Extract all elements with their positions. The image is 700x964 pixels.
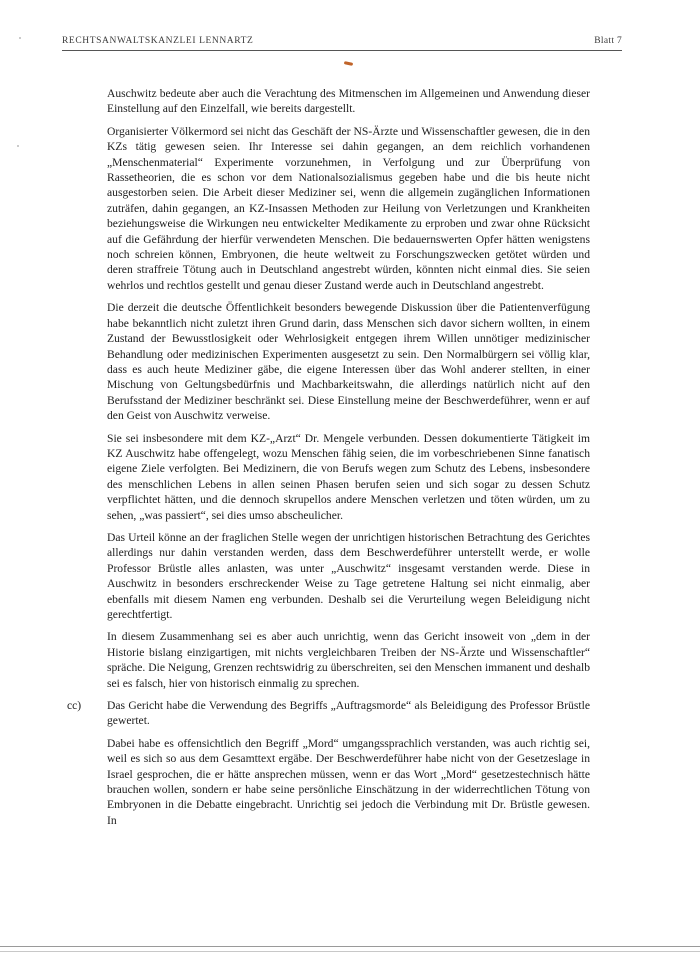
scan-speck xyxy=(19,37,21,39)
sheet-number: Blatt 7 xyxy=(594,36,622,46)
list-marker: cc) xyxy=(67,699,82,713)
paragraph: Das Urteil könne an der fraglichen Stelle wegen der unrichtigen historischen Betrachtung des Gerichtes allerdings nur dahin verstanden werden, dass dem Beschwerdeführer unterstellt werde, er wolle Professor Brüstle alles anlasten, was unter „Auschwitz“ insgesamt verstanden werde. Diese in Auschwitz in besonders erschreckender Weise zu Tage getretene Haltung sei nicht einmalig, aber ebenfalls mit diesem Namen eng verbunden. Deshalb sei die Verurteilung wegen Beleidigung nicht gerechtfertigt. xyxy=(107,530,590,621)
paragraph: Auschwitz bedeute aber auch die Verachtung des Mitmenschen im Allgemeinen und Anwendung dieser Einstellung auf den Einzelfall, wie bereits dargestellt. xyxy=(107,87,590,116)
list-item-cc xyxy=(67,698,590,729)
footer-rule xyxy=(0,946,700,947)
list-item-text: Das Gericht habe die Verwendung des Begriffs „Auftragsmorde“ als Beleidigung des Professor Brüstle gewertet. xyxy=(107,699,590,728)
paragraph: Dabei habe es offensichtlich den Begriff „Mord“ umgangssprachlich verstanden, was auch richtig sei, weil es sich so aus dem Gesamttext ergäbe. Der Beschwerdeführer habe nicht von der Gesetzeslage in Israel gesprochen, die er hätte ansprechen müssen, wenn er das Wort „Mord“ gesetzestechnisch hätte brauchen wollen, sondern er habe seine persönliche Einschätzung in der widerrechtlichen Tötung von Embryonen in die Debatte eingebracht. Unrichtig sei jedoch die Verbindung mit Dr. Brüstle gewesen. In xyxy=(107,736,590,827)
header-rule xyxy=(62,50,622,51)
firm-name: RECHTSANWALTSKANZLEI LENNARTZ xyxy=(62,36,254,46)
footer-rule xyxy=(0,951,700,952)
paragraph: Organisierter Völkermord sei nicht das Geschäft der NS-Ärzte und Wissenschaftler gewesen, die in den KZs tätig gewesen seien. Ihr Interesse sei dahin gegangen, an dem reichlich vorhandenen „Menschenmaterial“ Experimente vorzunehmen, in Verfolgung und zur Überprüfung von Rassetheorien, die es schon vor dem Nationalsozialismus gegeben habe und die bis heute nicht ausgestorben seien. Die Arbeit dieser Mediziner sei, wenn die allgemein zugänglichen Informationen zuträfen, dahin gegangen, an KZ-Insassen Methoden zur Heilung von Verletzungen und Krankheiten beziehungsweise die Wirkungen neu entwickelter Medikamente zu erproben und zwar ohne Rücksicht auf die Gefährdung der hierfür verwendeten Menschen. Die bedauernswerten Opfer hätten wenigstens noch schreien können, Embryonen, die heute weltweit zu Forschungszwecken getötet würden und deren straffreie Tötung auch in Deutschland angestrebt würden, könnten nicht einmal dies. Sie seien wehrlos und rechtlos gestellt und genau dieser Zustand werde auch in Deutschland angestrebt. xyxy=(107,124,590,292)
paragraph: Die derzeit die deutsche Öffentlichkeit besonders bewegende Diskussion über die Patientenverfügung habe bekanntlich nicht zuletzt ihren Grund darin, dass Menschen sich davor sichern wollten, in einem Zustand der Bewusstlosigkeit oder Wehrlosigkeit entgegen ihrem Willen unnötiger medizinischer Behandlung oder medizinischen Experimenten ausgesetzt zu sein. Den Normalbürgern sei völlig klar, dass es auch heute Mediziner gäbe, die eigene Interessen über das Wohl anderer stellten, in einer Mischung von Geltungsbedürfnis und Machbarkeitswahn, die allerdings natürlich nicht auf den Berufsstand der Mediziner beschränkt sei. Diese Einstellung meine der Beschwerdeführer, wenn er auf den Geist von Auschwitz verweise. xyxy=(107,301,590,423)
ink-mark xyxy=(344,61,353,66)
paragraph: Sie sei insbesondere mit dem KZ-„Arzt“ Dr. Mengele verbunden. Dessen dokumentierte Tätigkeit im KZ Auschwitz habe offengelegt, wozu Menschen fähig seien, die im vorbeschriebenen Sinne fanatisch eigene Ziele verfolgten. Bei Medizinern, die von Berufs wegen zum Schutz des Lebens, insbesondere des menschlichen Lebens in allen seinen Phasen berufen seien und sich sogar zu dessen Schutz verpflichtet hätten, und die dennoch skrupellos andere Menschen verletzen und töten würden, um zu sehen, „was passiert“, sei dies umso abscheulicher. xyxy=(107,431,590,522)
document-body xyxy=(67,86,590,835)
scan-speck xyxy=(17,145,19,147)
paragraph: In diesem Zusammenhang sei es aber auch unrichtig, wenn das Gericht insoweit von „dem in der Historie bislang einzigartigen, mit nichts vergleichbaren Treiben der NS-Ärzte und Wissenschaftler“ spräche. Die Neigung, Grenzen rechtswidrig zu überschreiten, sei den Menschen immanent und deshalb sei es falsch, hier von historisch einmalig zu sprechen. xyxy=(107,630,590,690)
